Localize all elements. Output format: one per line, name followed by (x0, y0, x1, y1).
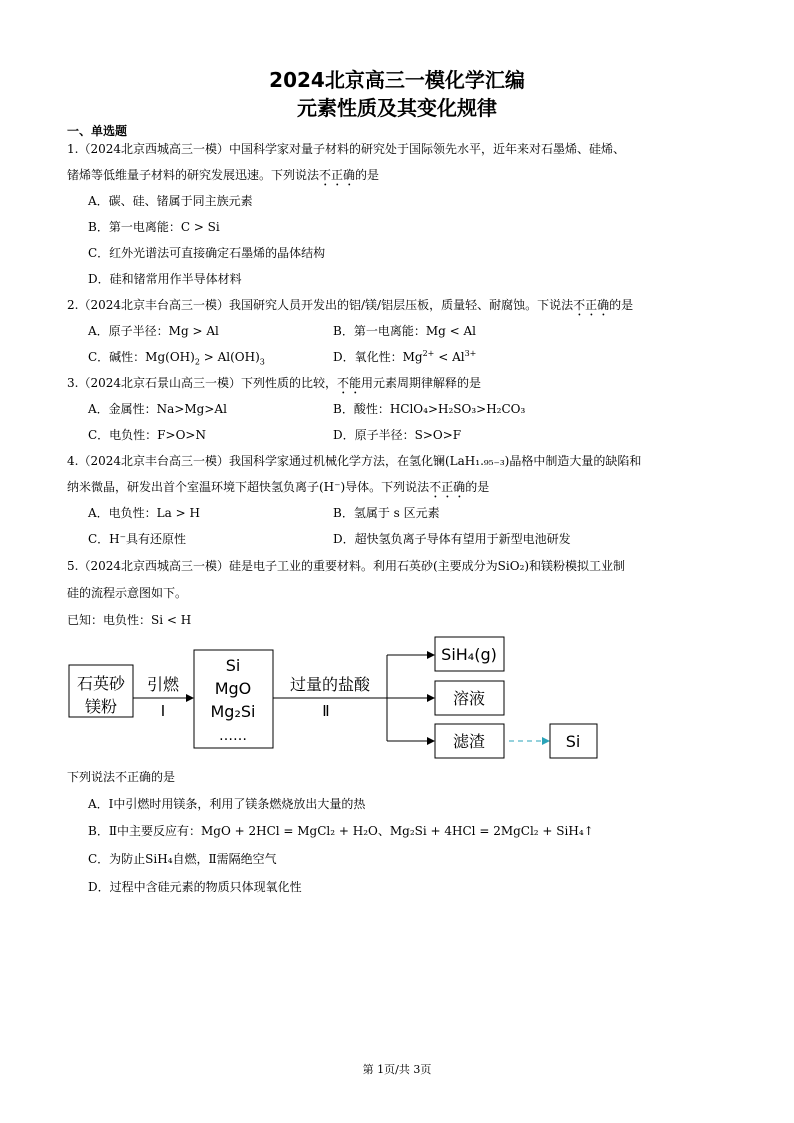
q5-option-b: B．Ⅱ中主要反应有：MgO + 2HCl = MgCl₂ + H₂O、Mg₂Si + 4HCl = 2MgCl₂ + SiH₄↑ (88, 824, 594, 838)
arrow1-step: Ⅰ (160, 702, 166, 720)
q5-option-a: A．Ⅰ中引燃时用镁条，利用了镁条燃烧放出大量的热 (88, 797, 366, 811)
q2-option-d: D．氧化性：$Mg^{2+} < Al^{3+}$ (333, 349, 477, 364)
box2-line4: …… (219, 728, 247, 744)
q1-stem-line1: 1.（2024北京西城高三一模）中国科学家对量子材料的研究处于国际领先水平，近年来对石墨烯、硅烯、 (67, 142, 625, 156)
process-flow-diagram (0, 630, 794, 765)
out3-text: 滤渣 (452, 732, 486, 751)
q4-option-a: A．电负性：La > H (88, 506, 200, 520)
doc-subtitle: 元素性质及其变化规律 (297, 96, 497, 120)
q3-option-b: B．酸性：HClO₄>H₂SO₃>H₂CO₃ (333, 402, 526, 416)
box2-line1: Si (225, 656, 241, 675)
out2-text: 溶液 (452, 689, 486, 708)
page-footer: 第 1页/共 3页 (362, 1063, 432, 1076)
q2-option-c: C．碱性：$Mg(OH)_2 > Al(OH)_3$ (88, 350, 265, 367)
out1-text: SiH₄(g) (441, 645, 497, 664)
section-heading: 一、单选题 (67, 124, 128, 138)
q5-known: 已知：电负性：Si < H (67, 613, 192, 627)
q3-option-a: A．金属性：Na>Mg>Al (88, 402, 227, 416)
q2-stem: 2.（2024北京丰台高三一模）我国研究人员开发出的铝/镁/铝层压板，质量轻、耐腐蚀。下说法不正确的是 (67, 298, 634, 312)
box2-line3: Mg₂Si (210, 702, 256, 721)
q4-stem-line2: 纳米微晶，研发出首个室温环境下超快氢负离子(H⁻)导体。下列说法不正确的是 (67, 480, 490, 494)
q1-option-d: D．硅和锗常用作半导体材料 (88, 272, 242, 286)
box1-line2: 镁粉 (84, 697, 118, 716)
q1-option-a: A．碳、硅、锗属于同主族元素 (88, 194, 253, 208)
q1-option-c: C．红外光谱法可直接确定石墨烯的晶体结构 (88, 246, 326, 260)
q4-stem-line1: 4.（2024北京丰台高三一模）我国科学家通过机械化学方法，在氢化镧(LaH₁.₉₅₋₃)晶格中制造大量的缺陷和 (67, 454, 642, 468)
doc-title: 2024北京高三一模化学汇编 (269, 68, 525, 92)
arrow1-label: 引燃 (146, 675, 180, 694)
q5-prompt: 下列说法不正确的是 (67, 770, 176, 784)
arrow2-step: Ⅱ (322, 702, 330, 720)
q3-option-d: D．原子半径：S>O>F (333, 428, 462, 442)
q4-option-d: D．超快氢负离子导体有望用于新型电池研发 (333, 532, 571, 546)
q3-option-c: C．电负性：F>O>N (88, 428, 206, 442)
box2-line2: MgO (214, 679, 252, 698)
q2-option-b: B．第一电离能：Mg < Al (333, 324, 476, 338)
q1-option-b: B．第一电离能：C > Si (88, 220, 220, 234)
q4-option-c: C．H⁻具有还原性 (88, 532, 186, 546)
q4-option-b: B．氢属于 s 区元素 (333, 506, 440, 520)
q1-stem-line2: 锗烯等低维量子材料的研究发展迅速。下列说法不正确的是 (67, 168, 380, 182)
arrow2-label: 过量的盐酸 (289, 675, 371, 694)
q2-option-a: A．原子半径：Mg > Al (88, 324, 219, 338)
box1-line1: 石英砂 (76, 674, 126, 693)
q5-option-c: C．为防止SiH₄自燃，Ⅱ需隔绝空气 (88, 852, 277, 866)
final-text: Si (565, 732, 581, 751)
q5-stem-line2: 硅的流程示意图如下。 (67, 586, 188, 600)
q5-stem-line1: 5.（2024北京西城高三一模）硅是电子工业的重要材料。利用石英砂(主要成分为SiO₂)和镁粉模拟工业制 (67, 559, 626, 573)
q3-stem: 3.（2024北京石景山高三一模）下列性质的比较，不能用元素周期律解释的是 (67, 376, 482, 390)
q5-option-d: D．过程中含硅元素的物质只体现氧化性 (88, 880, 302, 894)
